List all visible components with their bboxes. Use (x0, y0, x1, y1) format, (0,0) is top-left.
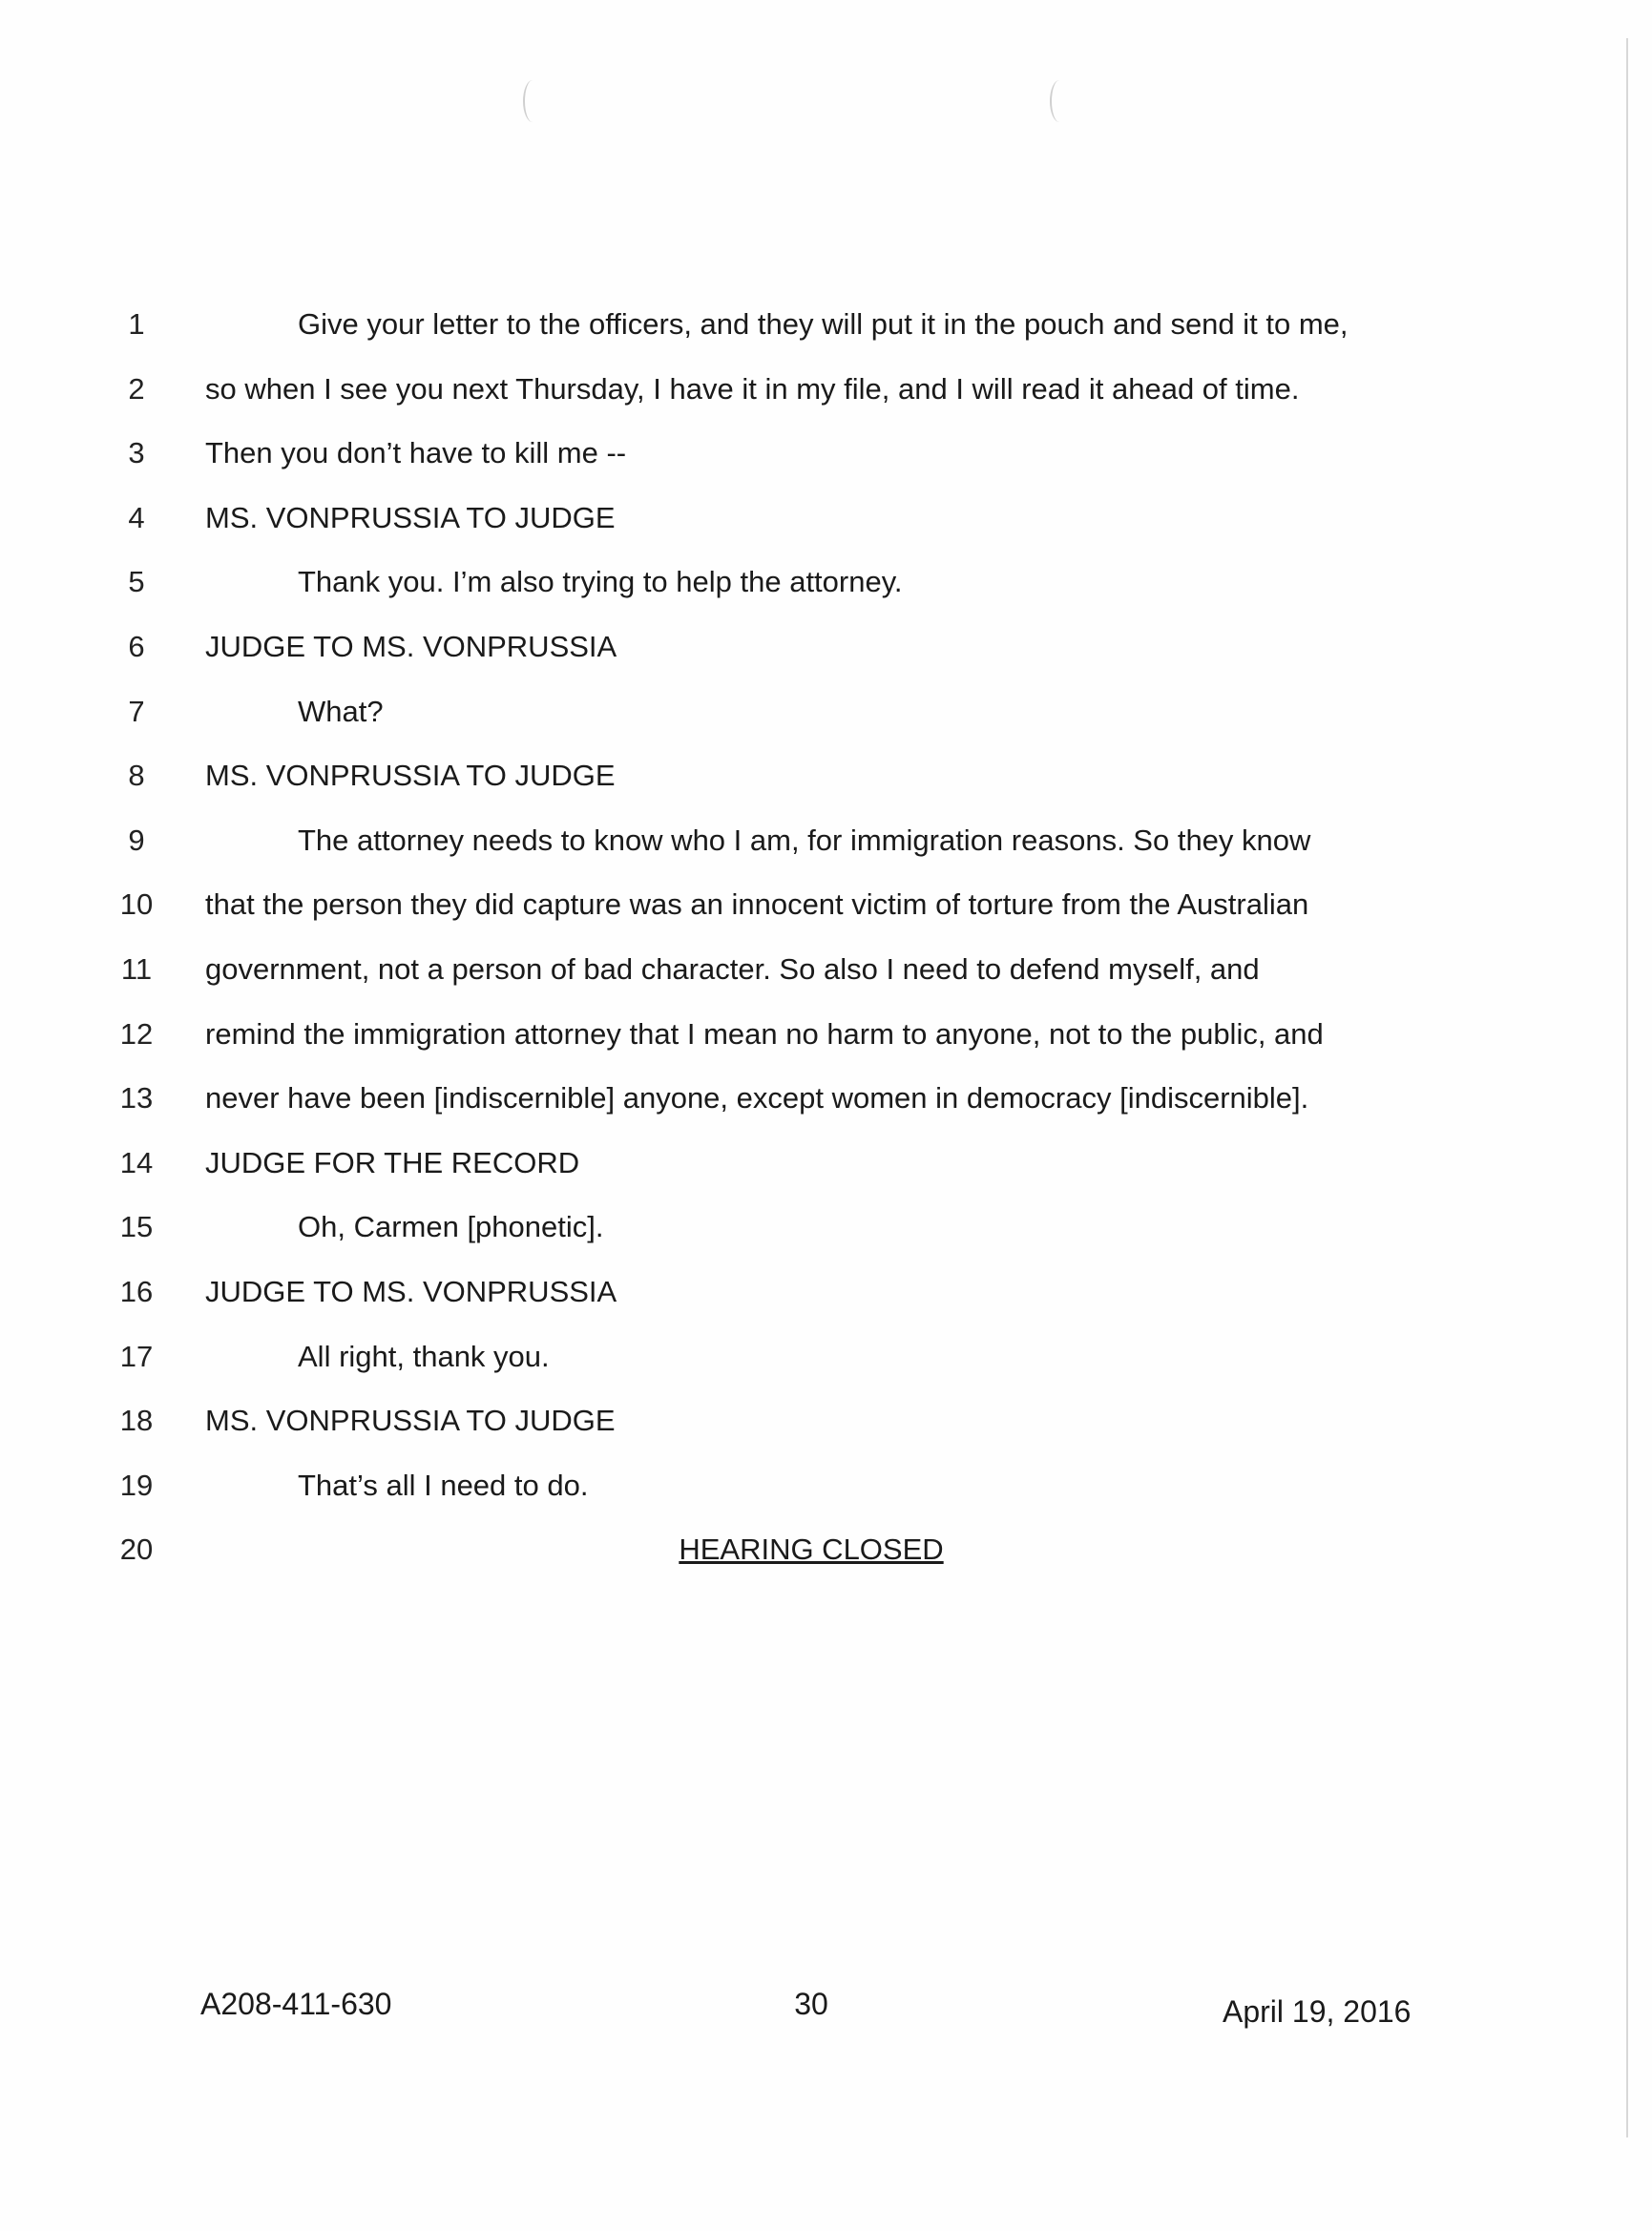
hearing-closed-heading: HEARING CLOSED (679, 1533, 944, 1567)
line-text: government, not a person of bad character. So also I need to defend myself, and (205, 952, 1260, 986)
line-text: Thank you. I’m also trying to help the attorney. (298, 565, 903, 599)
transcript-line (0, 553, 1652, 611)
line-number: 11 (120, 952, 153, 986)
line-text: That’s all I need to do. (298, 1468, 589, 1502)
transcript-line (0, 683, 1652, 740)
transcript-line (0, 876, 1652, 933)
line-text: that the person they did capture was an innocent victim of torture from the Australian (205, 887, 1309, 922)
line-text: MS. VONPRUSSIA TO JUDGE (205, 759, 616, 793)
line-number: 14 (119, 1145, 154, 1179)
line-text: JUDGE FOR THE RECORD (205, 1145, 580, 1179)
line-number: 19 (119, 1468, 154, 1502)
transcript-line (0, 747, 1652, 804)
line-text: What? (298, 694, 384, 728)
line-number: 12 (119, 1016, 154, 1051)
line-text: MS. VONPRUSSIA TO JUDGE (205, 500, 616, 534)
line-text: so when I see you next Thursday, I have it in my file, and I will read it ahead of time. (205, 371, 1300, 406)
line-number: 8 (128, 759, 145, 793)
line-text: The attorney needs to know who I am, for immigration reasons. So they know (298, 823, 1311, 857)
transcript-line (0, 1521, 1652, 1578)
line-text: MS. VONPRUSSIA TO JUDGE (205, 1404, 616, 1438)
transcript-line (0, 490, 1652, 547)
line-text: Oh, Carmen [phonetic]. (298, 1210, 604, 1244)
line-number: 16 (119, 1275, 154, 1308)
transcript-line (0, 1392, 1652, 1449)
page-number: 30 (794, 1987, 828, 2021)
line-number: 20 (119, 1533, 154, 1567)
transcript-line (0, 425, 1652, 482)
punch-mark-right (1050, 80, 1069, 122)
transcript-line (0, 618, 1652, 676)
case-number: A208-411-630 (200, 1987, 392, 2021)
line-text: Then you don’t have to kill me -- (205, 436, 627, 470)
transcript-line (0, 1263, 1652, 1321)
line-text: Give your letter to the officers, and they will put it in the pouch and send it to me, (298, 307, 1349, 341)
line-number: 17 (119, 1339, 154, 1373)
transcript-line (0, 296, 1652, 353)
transcript-line (0, 1199, 1652, 1256)
transcript-line (0, 941, 1652, 998)
line-number: 15 (119, 1210, 154, 1244)
transcript-line (0, 1457, 1652, 1514)
line-number: 4 (128, 500, 145, 534)
line-text: JUDGE TO MS. VONPRUSSIA (205, 630, 617, 663)
line-text: All right, thank you. (298, 1339, 550, 1373)
line-number: 5 (128, 565, 145, 599)
line-number: 3 (128, 436, 145, 470)
line-text: JUDGE TO MS. VONPRUSSIA (205, 1275, 617, 1308)
line-text: remind the immigration attorney that I mean no harm to anyone, not to the public, and (205, 1016, 1324, 1051)
transcript-line (0, 1070, 1652, 1127)
line-number: 1 (128, 307, 145, 341)
transcript-line (0, 1328, 1652, 1386)
hearing-date: April 19, 2016 (1223, 1994, 1412, 2029)
line-number: 6 (128, 630, 145, 663)
line-number: 13 (119, 1081, 154, 1116)
line-number: 10 (119, 887, 154, 922)
transcript-line (0, 1135, 1652, 1192)
transcript-line (0, 812, 1652, 869)
transcript-line (0, 1006, 1652, 1063)
transcript-line (0, 361, 1652, 418)
line-number: 9 (128, 823, 145, 857)
line-text: never have been [indiscernible] anyone, except women in democracy [indiscernible]. (205, 1081, 1309, 1116)
punch-mark-left (523, 80, 542, 122)
line-number: 2 (128, 371, 145, 406)
line-number: 18 (119, 1404, 154, 1438)
line-number: 7 (128, 694, 145, 728)
